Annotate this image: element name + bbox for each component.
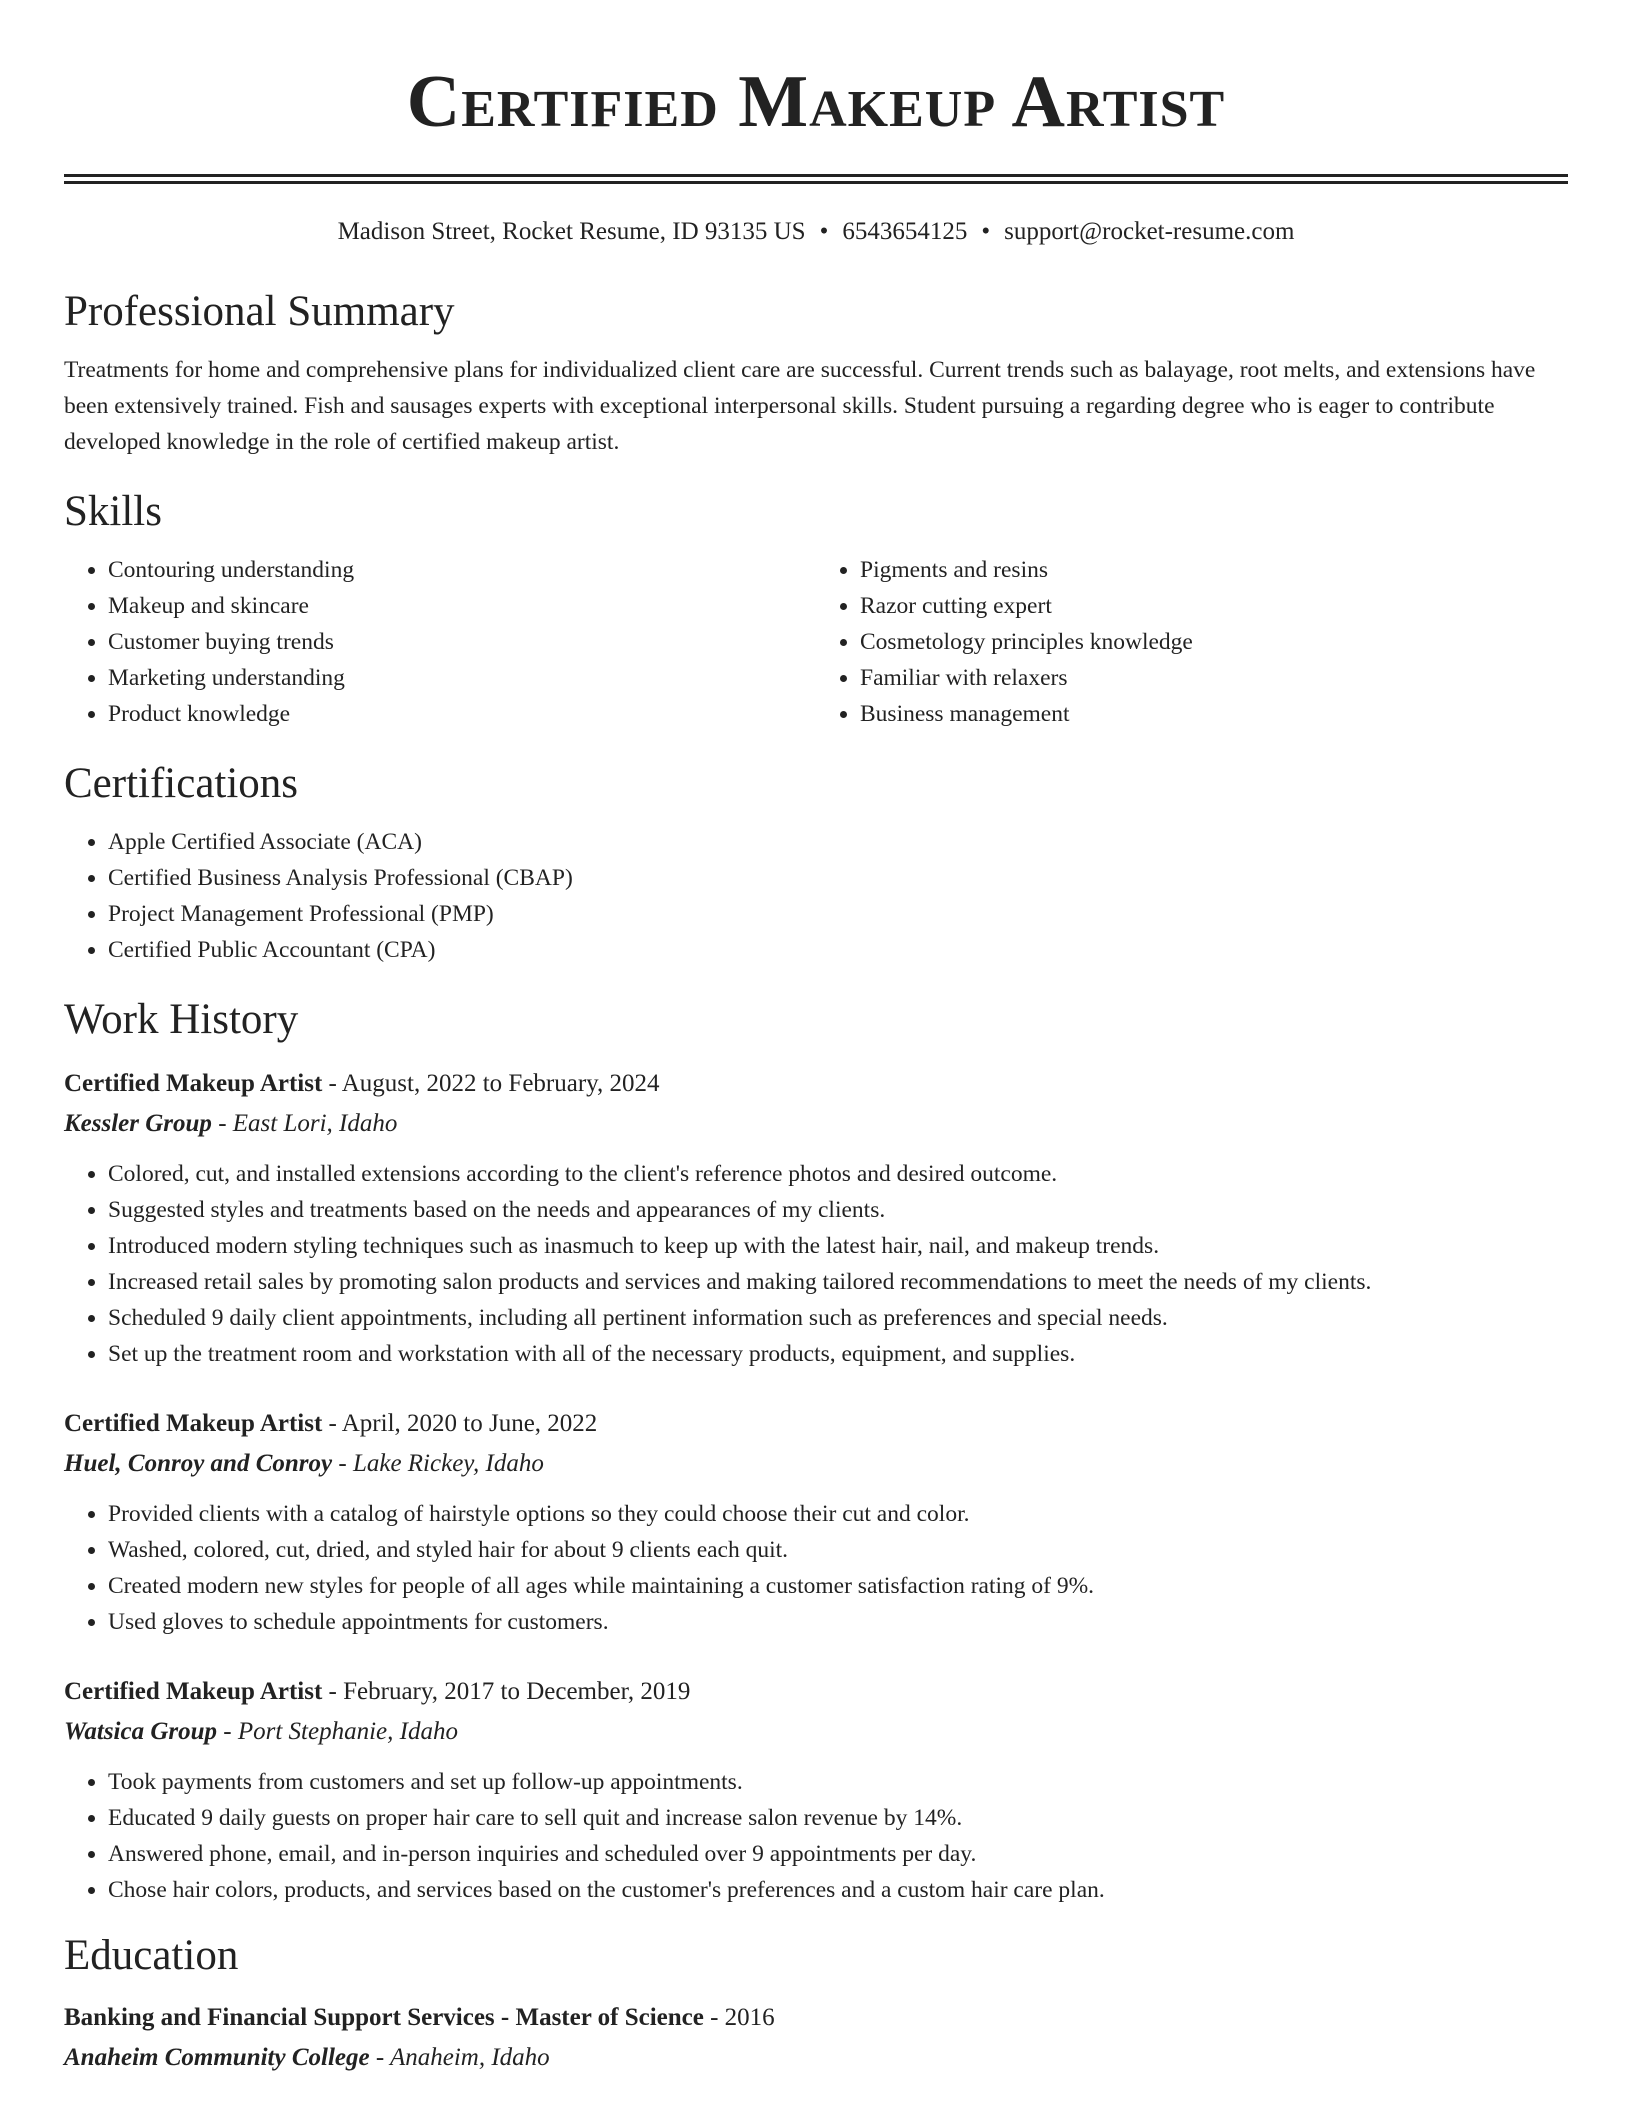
job-location: East Lori, Idaho (232, 1110, 398, 1137)
job-title-line (64, 1064, 1568, 1104)
job-title-line (64, 1404, 1568, 1444)
education-degree: Banking and Financial Support Services - Master of Science (64, 2004, 704, 2031)
summary-text: Treatments for home and comprehensive plans for individualized client care are successful. Current trends such as balayage, root melts, and extensions have been extensively trained. Fish and sausages experts with exceptional interpersonal skills. Student pursuing a regarding degree who is eager to contribute developed knowledge in the role of certified makeup artist. (64, 357, 1536, 455)
job-location: Lake Rickey, Idaho (352, 1450, 544, 1477)
contact-phone: 6543654125 (842, 218, 968, 245)
job-bullet: • Educated 9 daily guests on proper hair care to sell quit and increase salon revenue by 14%. (108, 1800, 1568, 1836)
resume-name: Certified Makeup Artist (406, 61, 1226, 143)
dash-separator: - (322, 1410, 342, 1437)
job-role: Certified Makeup Artist (64, 1410, 323, 1437)
dash-separator: - (322, 1070, 342, 1097)
skill-item: • Pigments and resins (860, 552, 1568, 588)
education-heading: Education (64, 1932, 239, 1979)
job-entry (64, 1404, 1568, 1640)
job-bullets (64, 1764, 1568, 1908)
job-title-line (64, 1672, 1568, 1712)
work-history-heading: Work History (64, 996, 299, 1043)
education-school: Anaheim Community College (64, 2044, 370, 2071)
contact-email: support@rocket-resume.com (1004, 218, 1295, 245)
dash-separator: - (217, 1718, 238, 1745)
job-bullet: • Used gloves to schedule appointments for customers. (108, 1604, 1568, 1640)
certification-item: • Certified Public Accountant (CPA) (108, 932, 1568, 968)
contact-address: Madison Street, Rocket Resume, ID 93135 US (337, 218, 806, 245)
certifications-heading: Certifications (64, 760, 299, 807)
job-bullet: • Washed, colored, cut, dried, and styled hair for about 9 clients each quit. (108, 1532, 1568, 1568)
skill-item: • Cosmetology principles knowledge (860, 624, 1568, 660)
job-entry (64, 1672, 1568, 1908)
job-company: Kessler Group (64, 1110, 212, 1137)
education-degree-line (64, 1998, 1568, 2038)
education-year: 2016 (724, 2004, 775, 2031)
dash-separator: - (369, 2044, 390, 2071)
certifications-list (64, 824, 1568, 968)
certification-item: • Apple Certified Associate (ACA) (108, 824, 1568, 860)
dash-separator: - (322, 1678, 344, 1705)
skill-item: • Familiar with relaxers (860, 660, 1568, 696)
skill-item: • Makeup and skincare (108, 588, 816, 624)
dash-separator: - (332, 1450, 353, 1477)
job-company-line (64, 1104, 1568, 1144)
education-entry (64, 1998, 1568, 2078)
skill-item: • Marketing understanding (108, 660, 816, 696)
skills-heading: Skills (64, 488, 162, 535)
header-divider (64, 174, 1568, 184)
certification-item: • Project Management Professional (PMP) (108, 896, 1568, 932)
certification-item: • Certified Business Analysis Professional (CBAP) (108, 860, 1568, 896)
job-bullet: • Set up the treatment room and workstation with all of the necessary products, equipment, and supplies. (108, 1336, 1568, 1372)
job-dates: August, 2022 to February, 2024 (341, 1070, 660, 1097)
skill-item: • Product knowledge (108, 696, 816, 732)
job-dates: April, 2020 to June, 2022 (341, 1410, 598, 1437)
job-entry (64, 1064, 1568, 1372)
dash-separator: - (211, 1110, 233, 1137)
job-bullet: • Answered phone, email, and in-person inquiries and scheduled over 9 appointments per day. (108, 1836, 1568, 1872)
job-bullet: • Created modern new styles for people of all ages while maintaining a customer satisfaction rating of 9%. (108, 1568, 1568, 1604)
skills-list-left (64, 552, 816, 732)
education-location: Anaheim, Idaho (389, 2044, 550, 2071)
skills-list-right (816, 552, 1568, 732)
job-role: Certified Makeup Artist (64, 1678, 323, 1705)
job-company: Huel, Conroy and Conroy (64, 1450, 333, 1477)
contact-line (64, 216, 1568, 248)
job-bullets (64, 1496, 1568, 1640)
job-company-line (64, 1712, 1568, 1752)
job-bullet: • Chose hair colors, products, and services based on the customer's preferences and a custom hair care plan. (108, 1872, 1568, 1908)
job-role: Certified Makeup Artist (64, 1070, 323, 1097)
contact-separator: • (819, 218, 829, 245)
skill-item: • Business management (860, 696, 1568, 732)
contact-separator: • (981, 218, 991, 245)
skill-item: • Contouring understanding (108, 552, 816, 588)
job-dates: February, 2017 to December, 2019 (343, 1678, 691, 1705)
education-school-line (64, 2038, 1568, 2078)
skill-item: • Razor cutting expert (860, 588, 1568, 624)
job-company-line (64, 1444, 1568, 1484)
job-bullet: • Colored, cut, and installed extensions according to the client's reference photos and desired outcome. (108, 1156, 1568, 1192)
skills-grid (64, 552, 1568, 732)
summary-heading: Professional Summary (64, 288, 455, 335)
skill-item: • Customer buying trends (108, 624, 816, 660)
job-bullets (64, 1156, 1568, 1372)
job-bullet: • Introduced modern styling techniques such as inasmuch to keep up with the latest hair, nail, and makeup trends. (108, 1228, 1568, 1264)
job-bullet: • Provided clients with a catalog of hairstyle options so they could choose their cut and color. (108, 1496, 1568, 1532)
job-bullet: • Suggested styles and treatments based on the needs and appearances of my clients. (108, 1192, 1568, 1228)
job-bullet: • Increased retail sales by promoting salon products and services and making tailored recommendations to meet the needs of my clients. (108, 1264, 1568, 1300)
dash-separator: - (703, 2004, 725, 2031)
job-location: Port Stephanie, Idaho (237, 1718, 458, 1745)
job-company: Watsica Group (64, 1718, 218, 1745)
job-bullet: • Took payments from customers and set up follow-up appointments. (108, 1764, 1568, 1800)
job-bullet: • Scheduled 9 daily client appointments, including all pertinent information such as preferences and special needs. (108, 1300, 1568, 1336)
